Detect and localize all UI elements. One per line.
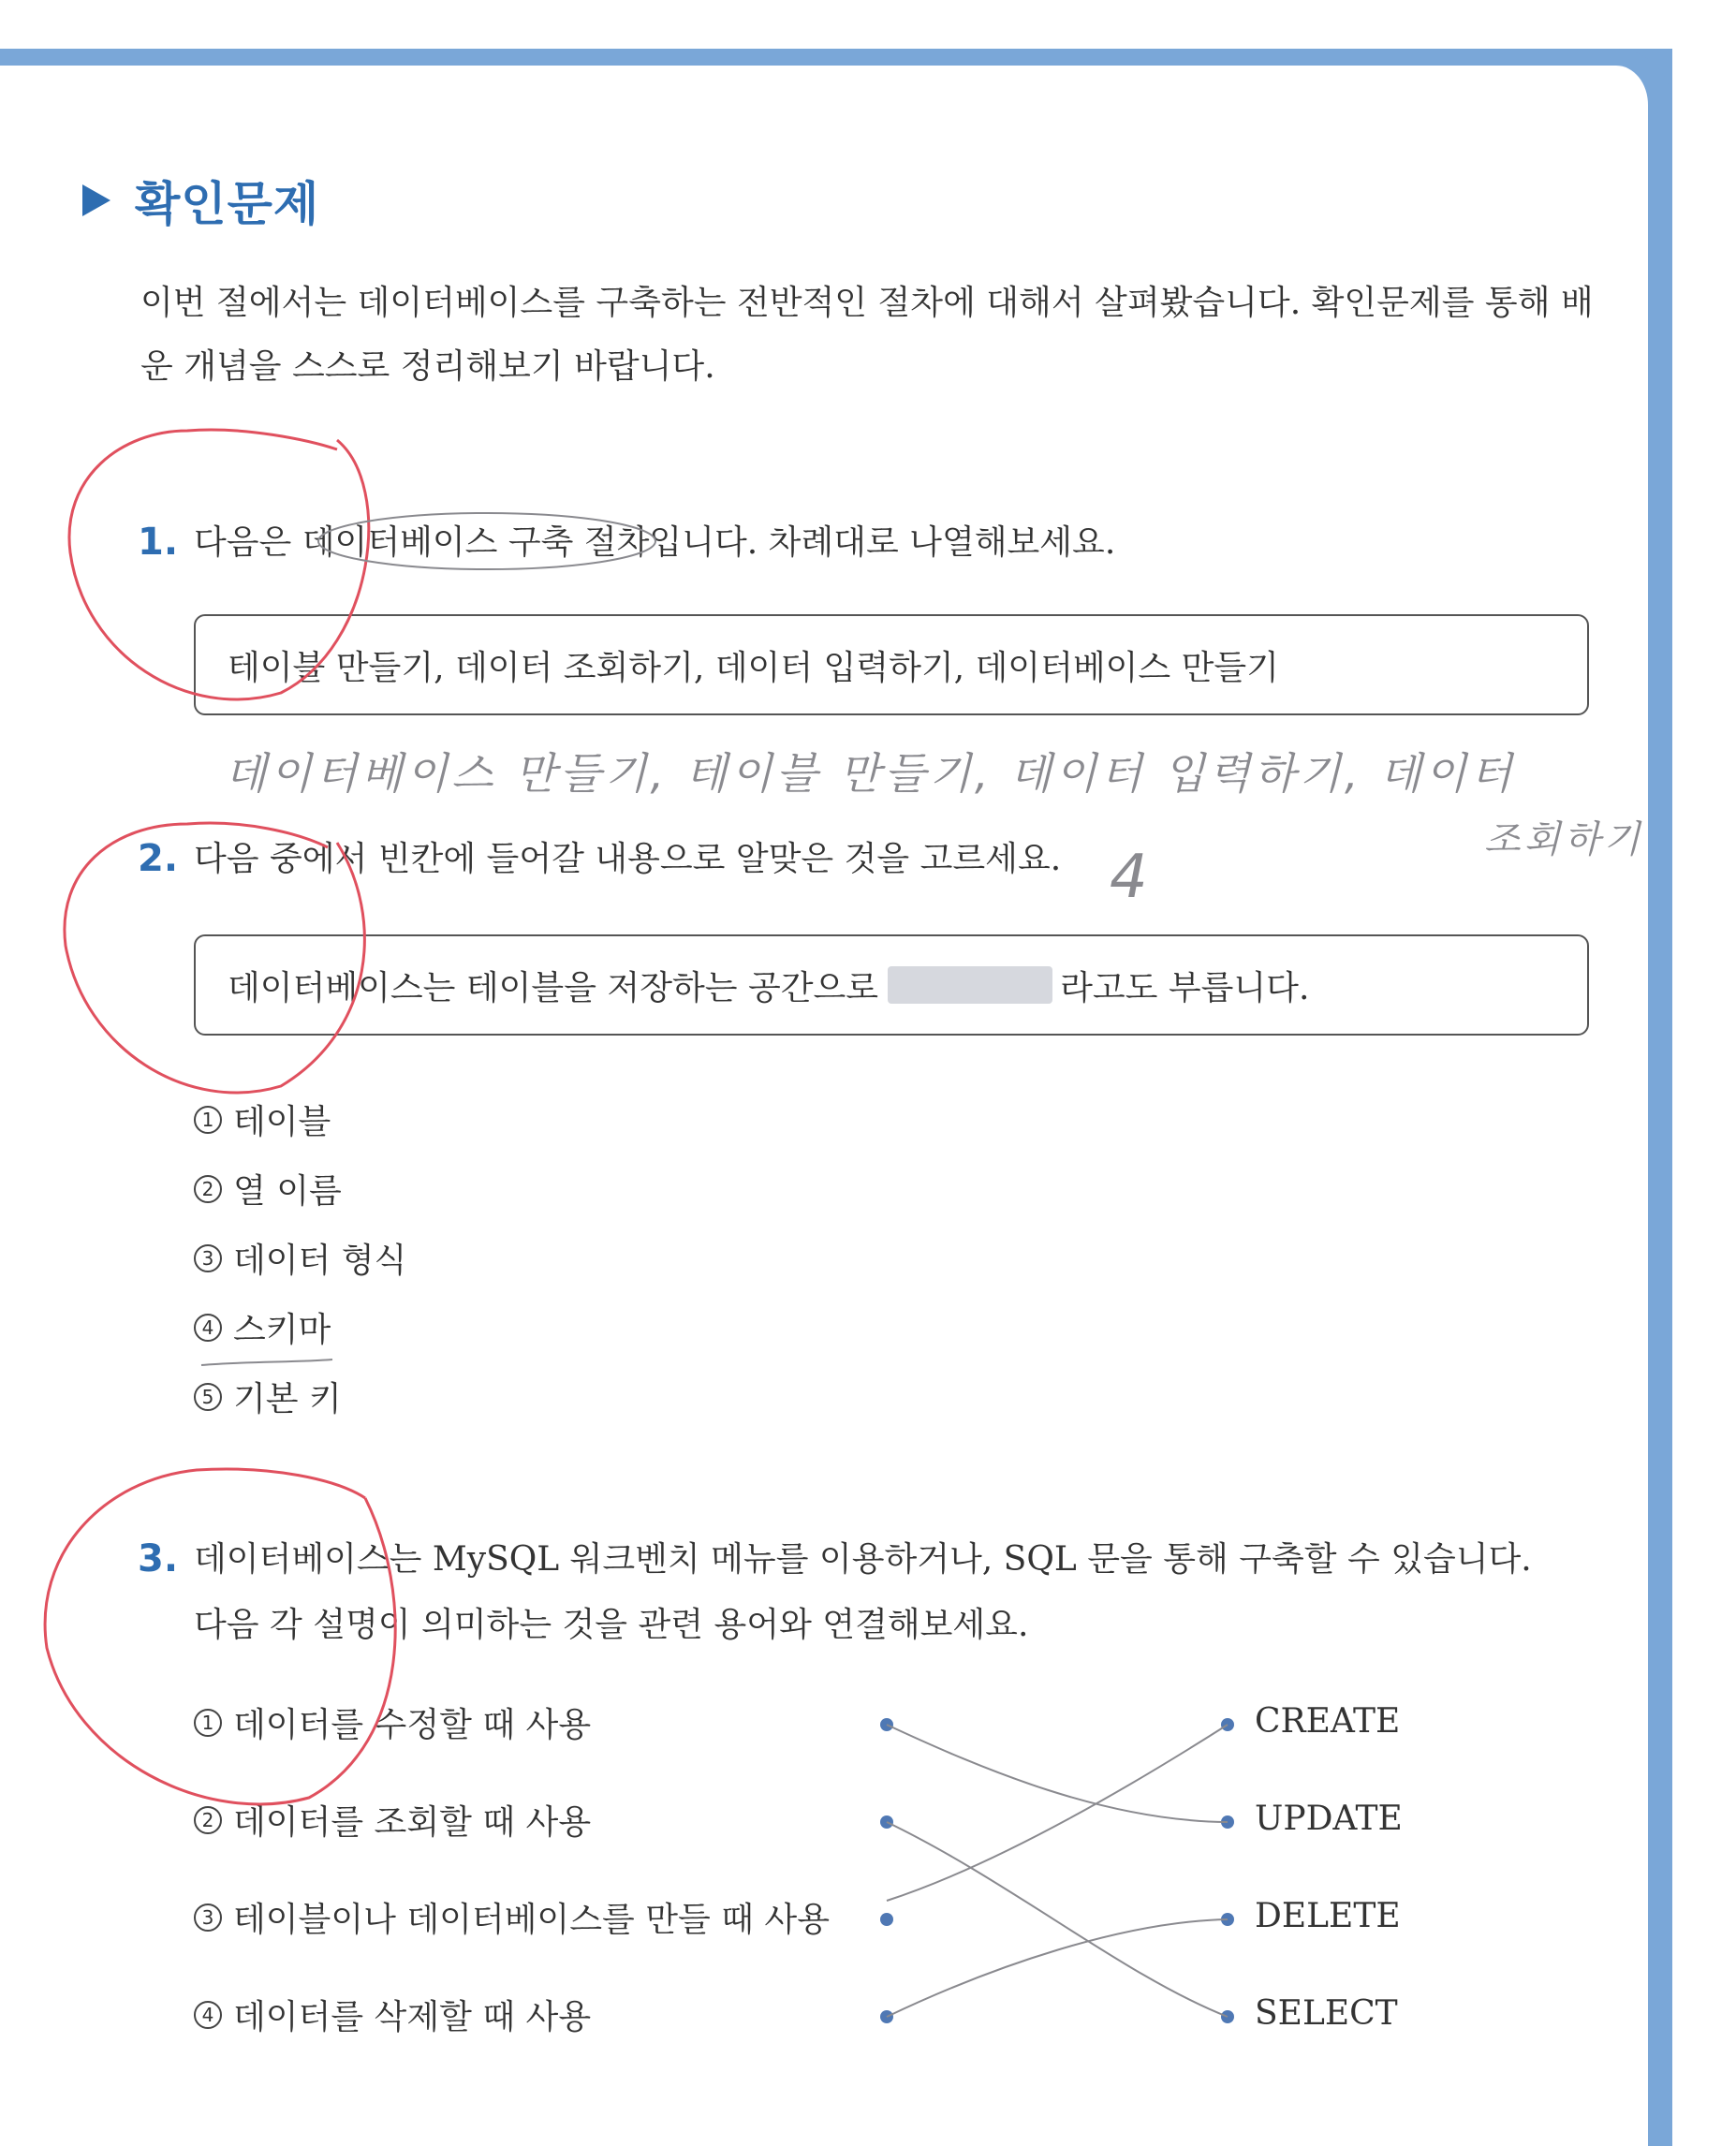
red-check-circle-1: [69, 430, 369, 699]
pencil-underline-option-4: [201, 1360, 332, 1365]
option-number-circle: 3: [194, 1244, 222, 1272]
pencil-match-line-4-to-delete: [887, 1919, 1228, 2017]
question-2-text: 다음 중에서 빈칸에 들어갈 내용으로 알맞은 것을 고르세요.: [194, 840, 1062, 878]
match-left-label: 데이터를 조회할 때 사용: [233, 1803, 592, 1842]
question-2-box-text-before: 데이터베이스는 테이블을 저장하는 공간으로: [228, 968, 879, 1007]
question-2-box-text-after: 라고도 부릅니다.: [1060, 968, 1310, 1007]
intro-paragraph: 이번 절에서는 데이터베이스를 구축하는 전반적인 절차에 대해서 살펴봤습니다. 확인문제를 통해 배운 개념을 스스로 정리해보기 바랍니다.: [140, 284, 1594, 386]
match-left-label: 테이블이나 데이터베이스를 만들 때 사용: [233, 1901, 830, 1939]
option-label: 스키마: [233, 1311, 331, 1349]
question-3-text-line2: 다음 각 설명이 의미하는 것을 관련 용어와 연결해보세요.: [194, 1606, 1029, 1644]
pencil-match-line-1-to-update: [887, 1725, 1228, 1822]
handwritten-answer-1-line1: 데이터베이스 만들기, 테이블 만들기, 데이터 입력하기, 데이터: [225, 748, 1516, 799]
option-number-circle: 1: [194, 1106, 222, 1134]
handwritten-answer-1-line2: 조회하기: [1484, 818, 1644, 861]
item-number-circle: 1: [194, 1709, 222, 1737]
option-label: 기본 키: [233, 1380, 342, 1418]
question-3-text-line1: 데이터베이스는 MySQL 워크벤치 메뉴를 이용하거나, SQL 문을 통해 구축할 수 있습니다.: [194, 1540, 1532, 1579]
item-number-circle: 2: [194, 1806, 222, 1834]
item-number-circle: 3: [194, 1903, 222, 1932]
red-check-circle-2: [65, 823, 364, 1093]
match-right-create: CREATE: [1255, 1702, 1401, 1741]
option-label: 데이터 형식: [233, 1242, 407, 1280]
question-1-box-text: 테이블 만들기, 데이터 조회하기, 데이터 입력하기, 데이터베이스 만들기: [228, 648, 1279, 687]
handwritten-answer-2: 4: [1110, 843, 1152, 912]
match-left-label: 데이터를 수정할 때 사용: [233, 1706, 592, 1744]
match-left-label: 데이터를 삭제할 때 사용: [233, 1998, 592, 2036]
section-title: 확인문제: [135, 177, 320, 231]
option-number-circle: 4: [194, 1314, 222, 1342]
match-right-delete: DELETE: [1255, 1897, 1401, 1935]
option-number-circle: 5: [194, 1383, 222, 1411]
red-check-circle-3: [45, 1469, 395, 1804]
option-label: 열 이름: [233, 1172, 342, 1211]
question-1-text: 다음은 데이터베이스 구축 절차입니다. 차례대로 나열해보세요.: [194, 523, 1116, 562]
item-number-circle: 4: [194, 2001, 222, 2029]
question-2-number: 2.: [138, 837, 179, 880]
match-right-select: SELECT: [1255, 1994, 1398, 2033]
match-right-update: UPDATE: [1255, 1800, 1403, 1838]
question-3-number: 3.: [138, 1537, 179, 1580]
pencil-match-line-3-to-create: [887, 1725, 1228, 1901]
option-number-circle: 2: [194, 1175, 222, 1203]
question-1-number: 1.: [138, 521, 179, 564]
pencil-match-line-2-to-select: [887, 1822, 1228, 2017]
option-label: 테이블: [233, 1103, 331, 1141]
